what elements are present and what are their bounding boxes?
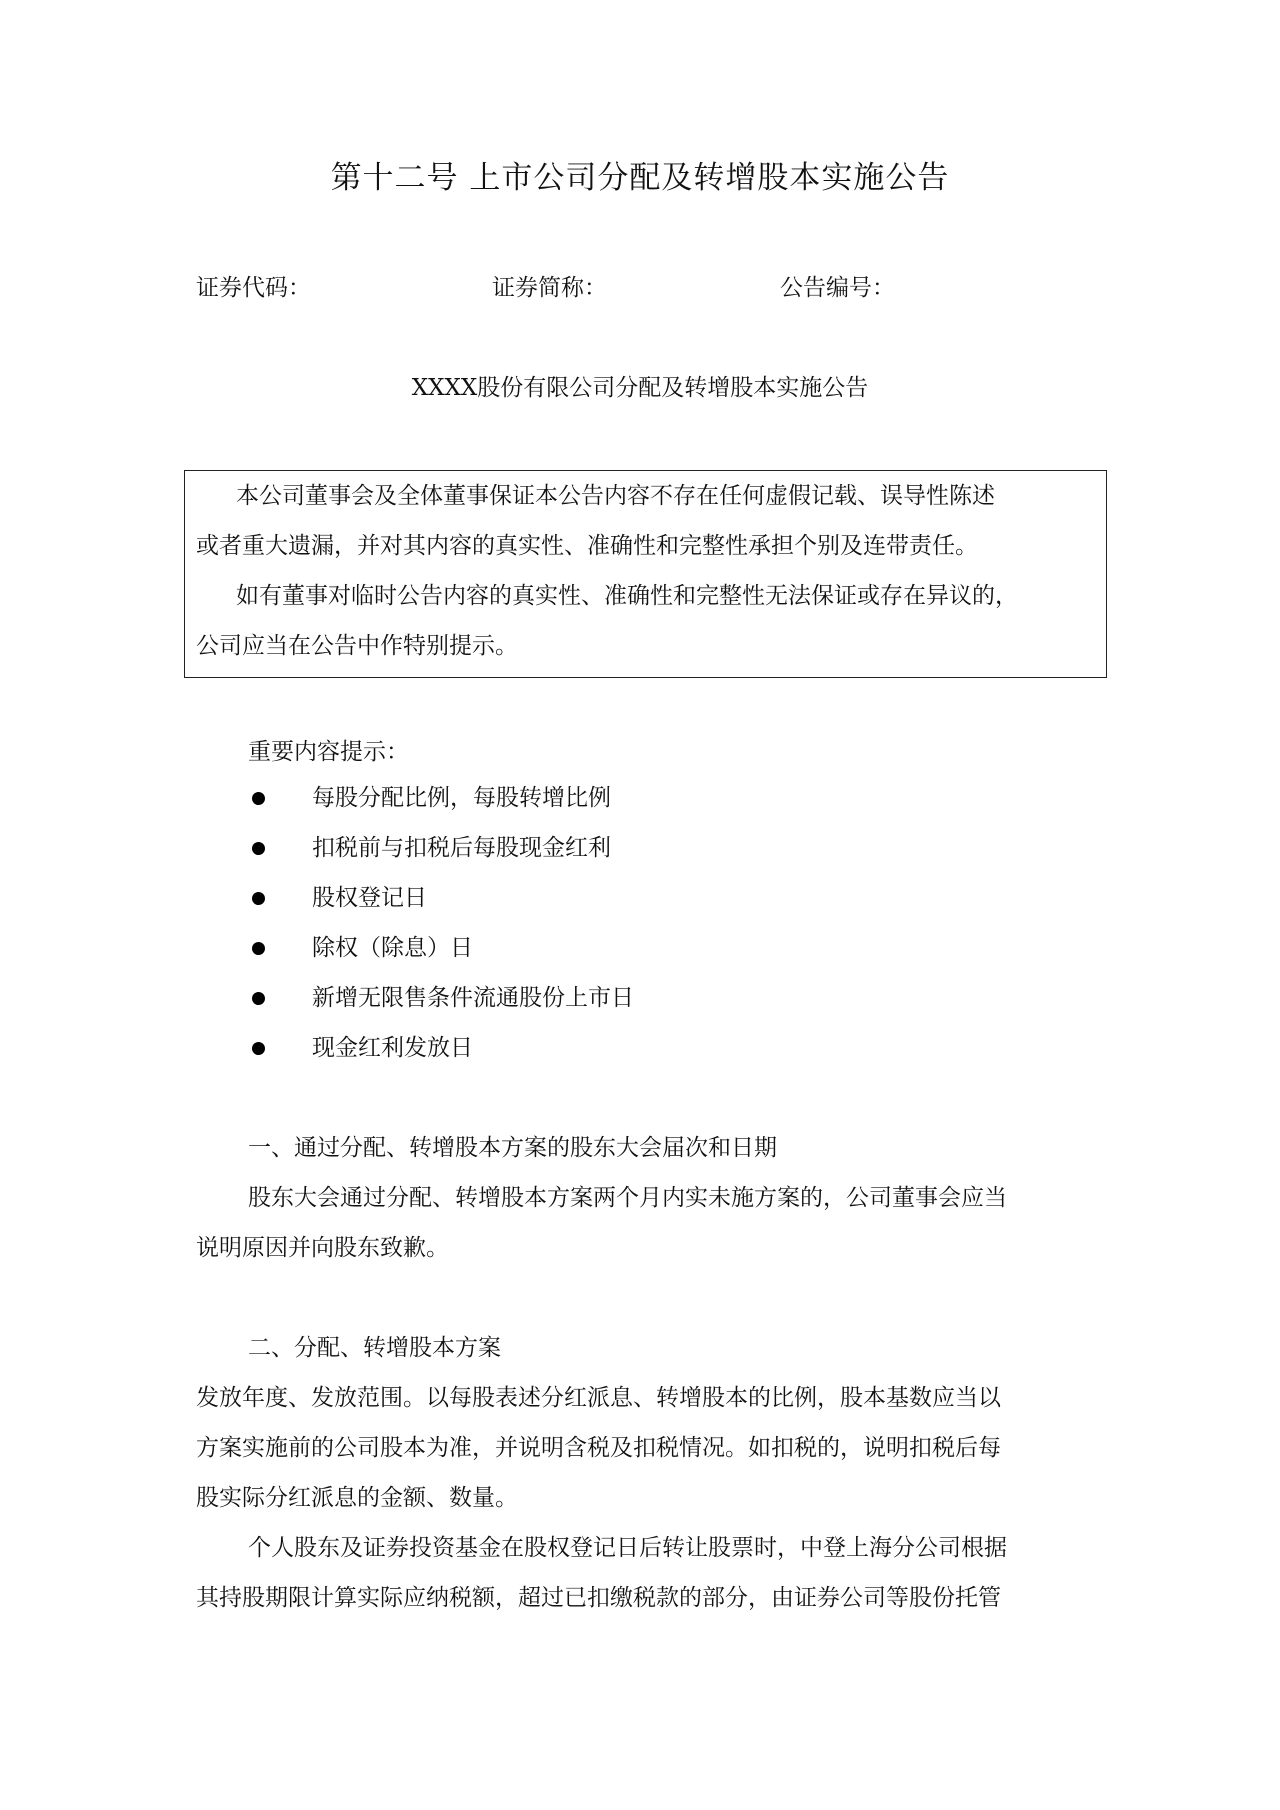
section-2-line-3: 股实际分红派息的金额、数量。 <box>196 1485 518 1511</box>
bullet-icon <box>252 942 265 955</box>
bullet-icon <box>252 842 265 855</box>
section-1-line-2: 说明原因并向股东致歉。 <box>196 1235 449 1261</box>
section-2-line-5: 其持股期限计算实际应纳税额，超过已扣缴税款的部分，由证券公司等股份托管 <box>196 1585 1001 1611</box>
highlights-heading: 重要内容提示： <box>248 739 409 765</box>
highlight-item-text: 每股分配比例，每股转增比例 <box>312 785 611 811</box>
highlight-item-text: 股权登记日 <box>312 885 427 911</box>
section-1-line-1: 股东大会通过分配、转增股本方案两个月内实未施方案的，公司董事会应当 <box>248 1185 1007 1211</box>
highlight-item-text: 扣税前与扣税后每股现金红利 <box>312 835 611 861</box>
section-2-line-2: 方案实施前的公司股本为准，并说明含税及扣税情况。如扣税的，说明扣税后每 <box>196 1435 1001 1461</box>
highlight-item-text: 除权（除息）日 <box>312 935 473 961</box>
highlight-item-text: 新增无限售条件流通股份上市日 <box>312 985 634 1011</box>
guarantee-line-1: 本公司董事会及全体董事保证本公告内容不存在任何虚假记载、误导性陈述 <box>236 483 995 509</box>
bullet-icon <box>252 1042 265 1055</box>
section-2-line-1: 发放年度、发放范围。以每股表述分红派息、转增股本的比例，股本基数应当以 <box>196 1385 1001 1411</box>
guarantee-line-2: 或者重大遗漏，并对其内容的真实性、准确性和完整性承担个别及连带责任。 <box>196 533 978 559</box>
notice-number-label: 公告编号： <box>780 275 895 301</box>
bullet-icon <box>252 892 265 905</box>
security-short-name-label: 证券简称： <box>492 275 607 301</box>
bullet-icon <box>252 792 265 805</box>
section-2-heading: 二、分配、转增股本方案 <box>248 1335 501 1361</box>
security-code-label: 证券代码： <box>196 275 311 301</box>
highlight-item-text: 现金红利发放日 <box>312 1035 473 1061</box>
guarantee-line-4: 公司应当在公告中作特别提示。 <box>196 633 518 659</box>
bullet-icon <box>252 992 265 1005</box>
guarantee-line-3: 如有董事对临时公告内容的真实性、准确性和完整性无法保证或存在异议的， <box>236 583 1018 609</box>
section-2-line-4: 个人股东及证券投资基金在股权登记日后转让股票时，中登上海分公司根据 <box>248 1535 1007 1561</box>
notice-subtitle: XXXX股份有限公司分配及转增股本实施公告 <box>411 375 869 401</box>
security-info-row <box>0 270 1280 306</box>
document-title: 第十二号 上市公司分配及转增股本实施公告 <box>330 160 950 196</box>
section-1-heading: 一、通过分配、转增股本方案的股东大会届次和日期 <box>248 1135 777 1161</box>
